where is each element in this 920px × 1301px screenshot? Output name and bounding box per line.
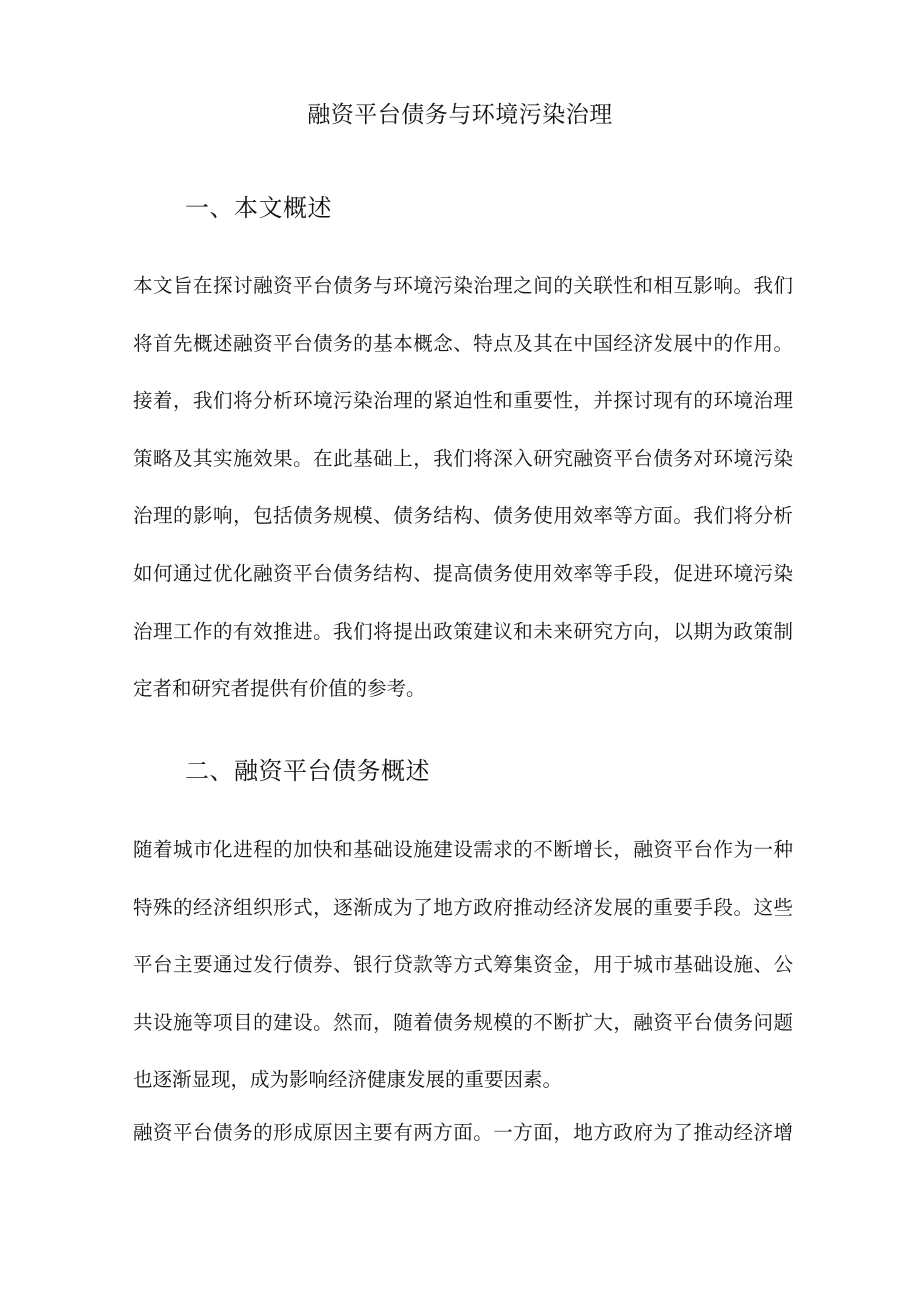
text-line: 如何通过优化融资平台债务结构、提高债务使用效率等手段，促进环境污染 [133,561,793,585]
section-heading-platform-debt: 二、融资平台债务概述 [185,757,430,785]
text-line: 共设施等项目的建设。然而，随着债务规模的不断扩大，融资平台债务问题 [133,1010,793,1034]
document-title: 融资平台债务与环境污染治理 [307,102,613,128]
text-line: 定者和研究者提供有价值的参考。 [133,677,426,701]
text-line: 融资平台债务的形成原因主要有两方面。一方面，地方政府为了推动经济增 [133,1121,793,1144]
text-line: 策略及其实施效果。在此基础上，我们将深入研究融资平台债务对环境污染 [133,446,793,470]
section-heading-overview: 一、本文概述 [185,194,332,222]
text-line: 随着城市化进程的加快和基础设施建设需求的不断增长，融资平台作为一种 [133,838,793,861]
text-line: 将首先概述融资平台债务的基本概念、特点及其在中国经济发展中的作用。 [133,331,793,355]
text-line: 也逐渐显现，成为影响经济健康发展的重要因素。 [133,1068,563,1092]
text-line: 本文旨在探讨融资平台债务与环境污染治理之间的关联性和相互影响。我们 [133,274,793,297]
paragraph-platform-debt-intro [133,821,793,1109]
text-line: 治理的影响，包括债务规模、债务结构、债务使用效率等方面。我们将分析 [133,504,793,528]
paragraph-debt-causes [133,1104,793,1162]
text-line: 特殊的经济组织形式，逐渐成为了地方政府推动经济发展的重要手段。这些 [133,895,793,919]
text-line: 治理工作的有效推进。我们将提出政策建议和未来研究方向，以期为政策制 [133,619,793,643]
text-line: 平台主要通过发行债券、银行贷款等方式筹集资金，用于城市基础设施、公 [133,953,793,977]
text-line: 接着，我们将分析环境污染治理的紧迫性和重要性，并探讨现有的环境治理 [133,389,793,413]
paragraph-overview [133,257,793,718]
